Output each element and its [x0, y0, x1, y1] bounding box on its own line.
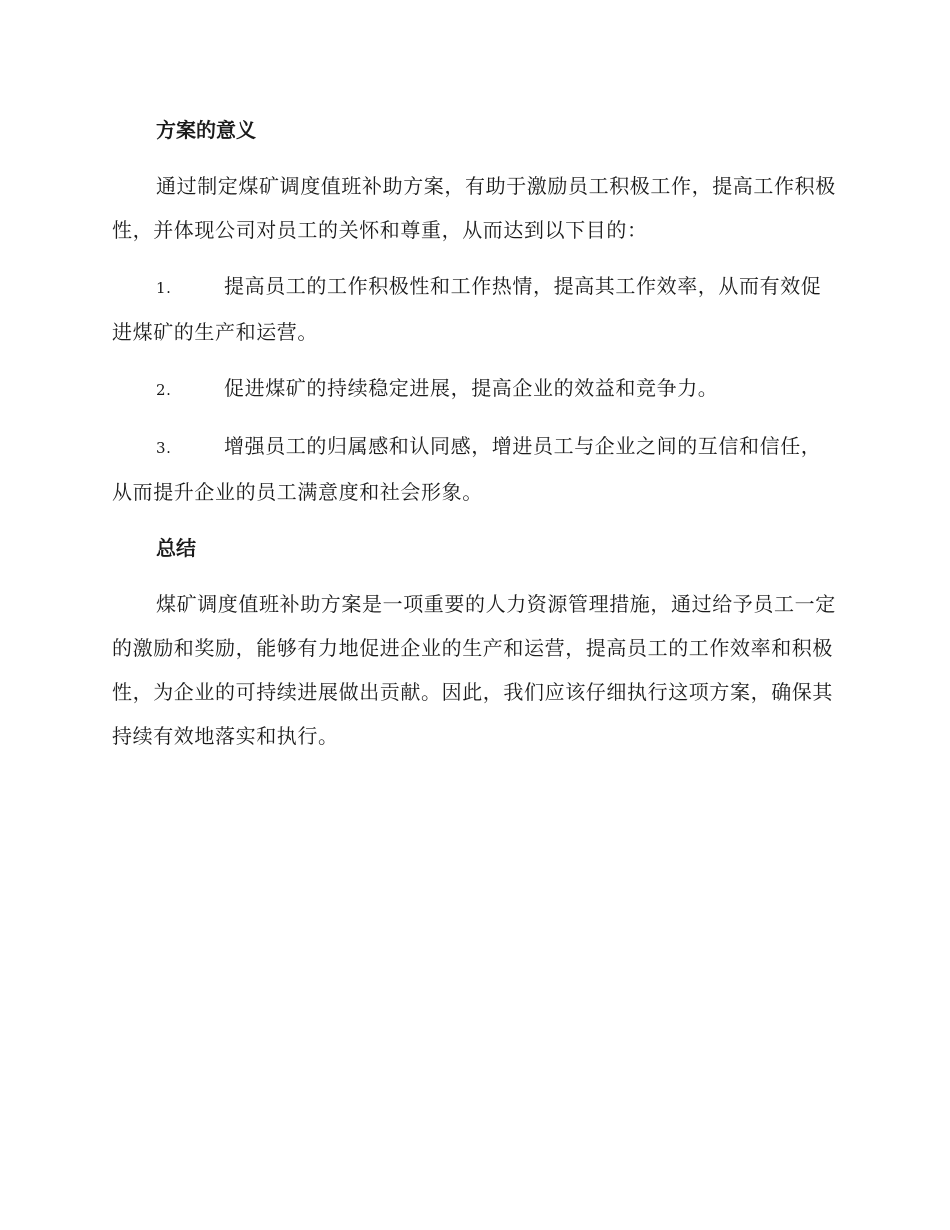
summary-paragraph: 煤矿调度值班补助方案是一项重要的人力资源管理措施，通过给予员工一定的激励和奖励，能够有力地促进企业的生产和运营，提高员工的工作效率和积极性，为企业的可持续进展做出贡献。因此，我们应该仔细执行这项方案，确保其持续有效地落实和执行。	[112, 592, 836, 748]
list-item-text: 提高员工的工作积极性和工作热情，提高其工作效率，从而有效促进煤矿的生产和运营。	[112, 274, 822, 344]
list-item-text: 增强员工的归属感和认同感，增进员工与企业之间的互信和信任，从而提升企业的员工满意度和社会形象。	[112, 434, 822, 504]
section-heading-significance: 方案的意义	[156, 118, 256, 142]
list-number: 3.	[156, 439, 172, 457]
list-number: 2.	[156, 381, 172, 399]
section-heading-summary: 总结	[156, 536, 196, 560]
list-item	[112, 424, 840, 514]
list-item-text: 促进煤矿的持续稳定进展，提高企业的效益和竞争力。	[224, 376, 719, 400]
list-item	[112, 366, 840, 412]
list-number: 1.	[156, 279, 172, 297]
list-item	[112, 264, 840, 354]
intro-paragraph: 通过制定煤矿调度值班补助方案，有助于激励员工积极工作，提高工作积极性，并体现公司对员工的关怀和尊重，从而达到以下目的：	[112, 174, 836, 242]
document-content	[112, 108, 840, 770]
